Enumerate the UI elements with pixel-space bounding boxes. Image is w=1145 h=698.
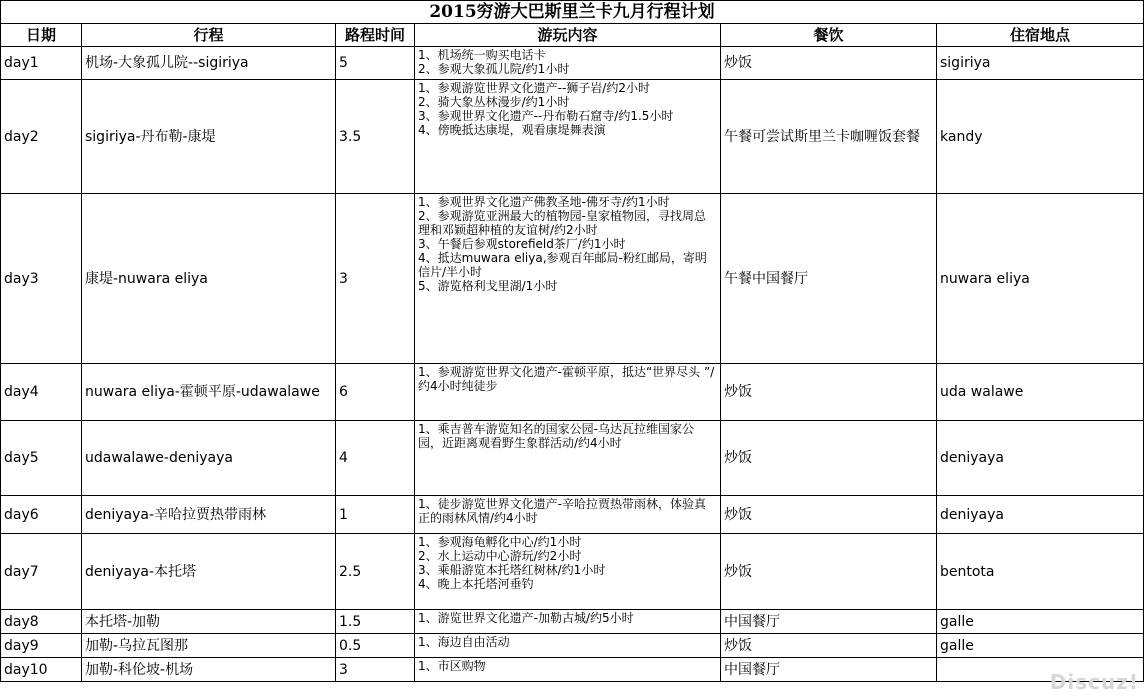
cell-duration: 2.5 bbox=[336, 534, 415, 610]
activity-line: 1、游览世界文化遗产-加勒古城/约5小时 bbox=[418, 611, 634, 625]
cell-route: udawalawe-deniyaya bbox=[82, 421, 336, 496]
activity-line: 1、参观游览世界文化遗产--狮子岩/约2小时 bbox=[418, 81, 650, 95]
activity-line: 2、水上运动中心游玩/约2小时 bbox=[418, 549, 582, 563]
cell-meal: 中国餐厅 bbox=[721, 610, 937, 634]
cell-route: 机场-大象孤儿院--sigiriya bbox=[82, 47, 336, 80]
cell-activities bbox=[415, 364, 721, 421]
cell-day: day9 bbox=[1, 634, 82, 658]
activity-line: 1、海边自由活动 bbox=[418, 635, 510, 649]
cell-duration: 3.5 bbox=[336, 80, 415, 194]
activity-line: 1、参观海龟孵化中心/约1小时 bbox=[418, 535, 582, 549]
cell-day: day8 bbox=[1, 610, 82, 634]
cell-day: day10 bbox=[1, 658, 82, 682]
cell-day: day2 bbox=[1, 80, 82, 194]
cell-activities bbox=[415, 421, 721, 496]
header-route: 行程 bbox=[82, 24, 336, 47]
activity-line: 1、徒步游览世界文化遗产-辛哈拉贾热带雨林，体验真正的雨林风情/约4小时 bbox=[418, 497, 706, 525]
cell-meal: 炒饭 bbox=[721, 364, 937, 421]
cell-activities bbox=[415, 496, 721, 534]
cell-activities bbox=[415, 534, 721, 610]
cell-day: day3 bbox=[1, 194, 82, 364]
cell-duration: 1 bbox=[336, 496, 415, 534]
cell-route: deniyaya-本托塔 bbox=[82, 534, 336, 610]
cell-meal: 炒饭 bbox=[721, 634, 937, 658]
cell-day: day5 bbox=[1, 421, 82, 496]
cell-stay: deniyaya bbox=[937, 421, 1144, 496]
cell-stay: uda walawe bbox=[937, 364, 1144, 421]
table-row bbox=[1, 496, 1144, 534]
cell-meal: 午餐可尝试斯里兰卡咖喱饭套餐 bbox=[721, 80, 937, 194]
table-row bbox=[1, 534, 1144, 610]
cell-route: 加勒-乌拉瓦图那 bbox=[82, 634, 336, 658]
header-date: 日期 bbox=[1, 24, 82, 47]
cell-activities bbox=[415, 194, 721, 364]
cell-stay: kandy bbox=[937, 80, 1144, 194]
watermark-logo: Discuz! bbox=[1049, 670, 1139, 694]
table-row bbox=[1, 80, 1144, 194]
header-duration: 路程时间 bbox=[336, 24, 415, 47]
cell-route: 本托塔-加勒 bbox=[82, 610, 336, 634]
cell-meal: 炒饭 bbox=[721, 421, 937, 496]
activity-line: 1、市区购物 bbox=[418, 659, 486, 673]
cell-day: day6 bbox=[1, 496, 82, 534]
cell-stay: bentota bbox=[937, 534, 1144, 610]
cell-route: nuwara eliya-霍顿平原-udawalawe bbox=[82, 364, 336, 421]
activity-line: 2、参观大象孤儿院/约1小时 bbox=[418, 62, 570, 76]
sheet-title: 2015穷游大巴斯里兰卡九月行程计划 bbox=[1, 1, 1144, 24]
cell-stay: sigiriya bbox=[937, 47, 1144, 80]
activity-line: 1、机场统一购买电话卡 bbox=[418, 48, 546, 62]
cell-meal: 午餐中国餐厅 bbox=[721, 194, 937, 364]
cell-activities bbox=[415, 658, 721, 682]
activity-line: 1、乘吉普车游览知名的国家公园-乌达瓦拉维国家公园，近距离观看野生象群活动/约4小时 bbox=[418, 422, 694, 450]
title-row bbox=[1, 1, 1144, 24]
activity-line: 3、参观世界文化遗产--丹布勒石窟寺/约1.5小时 bbox=[418, 109, 674, 123]
cell-activities bbox=[415, 610, 721, 634]
activity-line: 4、傍晚抵达康堤，观看康堤舞表演 bbox=[418, 123, 606, 137]
cell-meal: 炒饭 bbox=[721, 47, 937, 80]
cell-stay: deniyaya bbox=[937, 496, 1144, 534]
activity-line: 4、抵达muwara eliya,参观百年邮局-粉红邮局，寄明信片/半小时 bbox=[418, 251, 707, 279]
table-row bbox=[1, 194, 1144, 364]
cell-duration: 5 bbox=[336, 47, 415, 80]
cell-activities bbox=[415, 80, 721, 194]
header-meal: 餐饮 bbox=[721, 24, 937, 47]
cell-day: day1 bbox=[1, 47, 82, 80]
cell-route: deniyaya-辛哈拉贾热带雨林 bbox=[82, 496, 336, 534]
activity-line: 2、骑大象丛林漫步/约1小时 bbox=[418, 95, 570, 109]
header-row bbox=[1, 24, 1144, 47]
activity-line: 2、参观游览亚洲最大的植物园-皇家植物园，寻找周总理和邓颖超种植的友谊树/约2小时 bbox=[418, 209, 706, 237]
cell-activities bbox=[415, 47, 721, 80]
activity-line: 5、游览格利戈里湖/1小时 bbox=[418, 279, 558, 293]
cell-activities bbox=[415, 634, 721, 658]
cell-route: sigiriya-丹布勒-康堤 bbox=[82, 80, 336, 194]
cell-duration: 0.5 bbox=[336, 634, 415, 658]
activity-line: 4、晚上本托塔河垂钓 bbox=[418, 577, 534, 591]
cell-stay: galle bbox=[937, 634, 1144, 658]
table-row bbox=[1, 47, 1144, 80]
cell-meal: 炒饭 bbox=[721, 496, 937, 534]
table-row bbox=[1, 610, 1144, 634]
cell-duration: 3 bbox=[336, 194, 415, 364]
table-row bbox=[1, 634, 1144, 658]
cell-route: 加勒-科伦坡-机场 bbox=[82, 658, 336, 682]
table-row bbox=[1, 658, 1144, 682]
cell-day: day4 bbox=[1, 364, 82, 421]
cell-stay: nuwara eliya bbox=[937, 194, 1144, 364]
header-stay: 住宿地点 bbox=[937, 24, 1144, 47]
table-row bbox=[1, 421, 1144, 496]
header-activities: 游玩内容 bbox=[415, 24, 721, 47]
cell-meal: 炒饭 bbox=[721, 534, 937, 610]
cell-meal: 中国餐厅 bbox=[721, 658, 937, 682]
cell-route: 康堤-nuwara eliya bbox=[82, 194, 336, 364]
activity-line: 3、午餐后参观storefield茶厂/约1小时 bbox=[418, 237, 626, 251]
table-row bbox=[1, 364, 1144, 421]
activity-line: 1、参观世界文化遗产佛教圣地-佛牙寺/约1小时 bbox=[418, 195, 670, 209]
cell-duration: 4 bbox=[336, 421, 415, 496]
cell-duration: 3 bbox=[336, 658, 415, 682]
activity-line: 3、乘船游览本托塔红树林/约1小时 bbox=[418, 563, 606, 577]
cell-duration: 1.5 bbox=[336, 610, 415, 634]
cell-day: day7 bbox=[1, 534, 82, 610]
activity-line: 1、参观游览世界文化遗产-霍顿平原，抵达“世界尽头 ”/约4小时纯徒步 bbox=[418, 365, 715, 393]
cell-stay: galle bbox=[937, 610, 1144, 634]
cell-duration: 6 bbox=[336, 364, 415, 421]
